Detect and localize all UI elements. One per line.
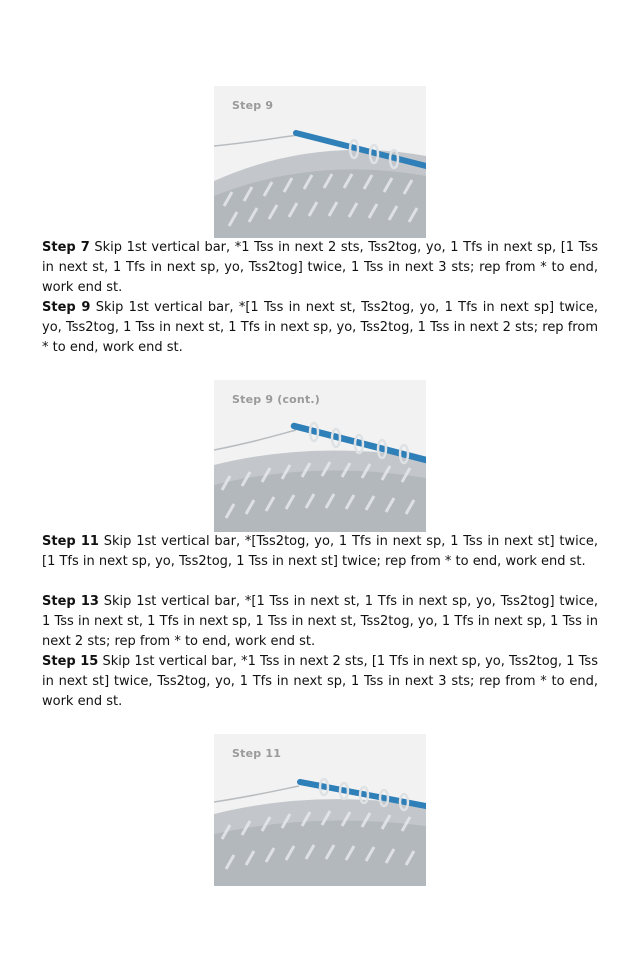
step-text: Skip 1st vertical bar, *[1 Tss in next st, Tss2tog, yo, 1 Tfs in next sp] twice, yo, Tss2tog, 1 Tss in next st, 1 Tfs in next sp, yo, Tss2tog, 1 Tss in next 2 sts; rep from * to end, work end st.	[42, 300, 598, 355]
step-title: Step 7	[42, 240, 90, 255]
step-7-instruction	[42, 238, 598, 298]
photo-label: Step 11	[232, 747, 282, 760]
photo-label: Step 9	[232, 99, 274, 112]
step-15-instruction	[42, 652, 598, 712]
photo-label: Step 9 (cont.)	[232, 393, 321, 406]
step-text: Skip 1st vertical bar, *1 Tss in next 2 sts, [1 Tfs in next sp, yo, Tss2tog, 1 Tss in next st] twice, Tss2tog, yo, 1 Tfs in next sp, 1 Tss in next 3 sts; rep from * to end, work end st.	[42, 654, 598, 709]
step-9-photo	[214, 86, 426, 238]
step-13-instruction	[42, 592, 598, 652]
step-title: Step 9	[42, 300, 91, 315]
step-11-photo	[214, 734, 426, 886]
step-11-instruction	[42, 532, 598, 572]
step-9-instruction	[42, 298, 598, 358]
step-title: Step 15	[42, 654, 99, 669]
step-text: Skip 1st vertical bar, *[1 Tss in next st, 1 Tfs in next sp, yo, Tss2tog] twice, 1 Tss in next st, 1 Tfs in next sp, 1 Tss in next st, Tss2tog, yo, 1 Tfs in next sp, 1 Tss in next 2 sts; rep from * to end, work end st.	[42, 594, 598, 649]
step-text: Skip 1st vertical bar, *1 Tss in next 2 sts, Tss2tog, yo, 1 Tfs in next sp, [1 Tss in next st, 1 Tfs in next sp, yo, Tss2tog] twice, 1 Tss in next 3 sts; rep from * to end, work end st.	[42, 240, 598, 295]
step-9-cont-photo	[214, 380, 426, 532]
step-title: Step 13	[42, 594, 99, 609]
step-title: Step 11	[42, 534, 99, 549]
step-text: Skip 1st vertical bar, *[Tss2tog, yo, 1 Tfs in next sp, 1 Tss in next st] twice, [1 Tfs in next sp, yo, Tss2tog, 1 Tss in next st] twice; rep from * to end, work end st.	[42, 534, 598, 569]
